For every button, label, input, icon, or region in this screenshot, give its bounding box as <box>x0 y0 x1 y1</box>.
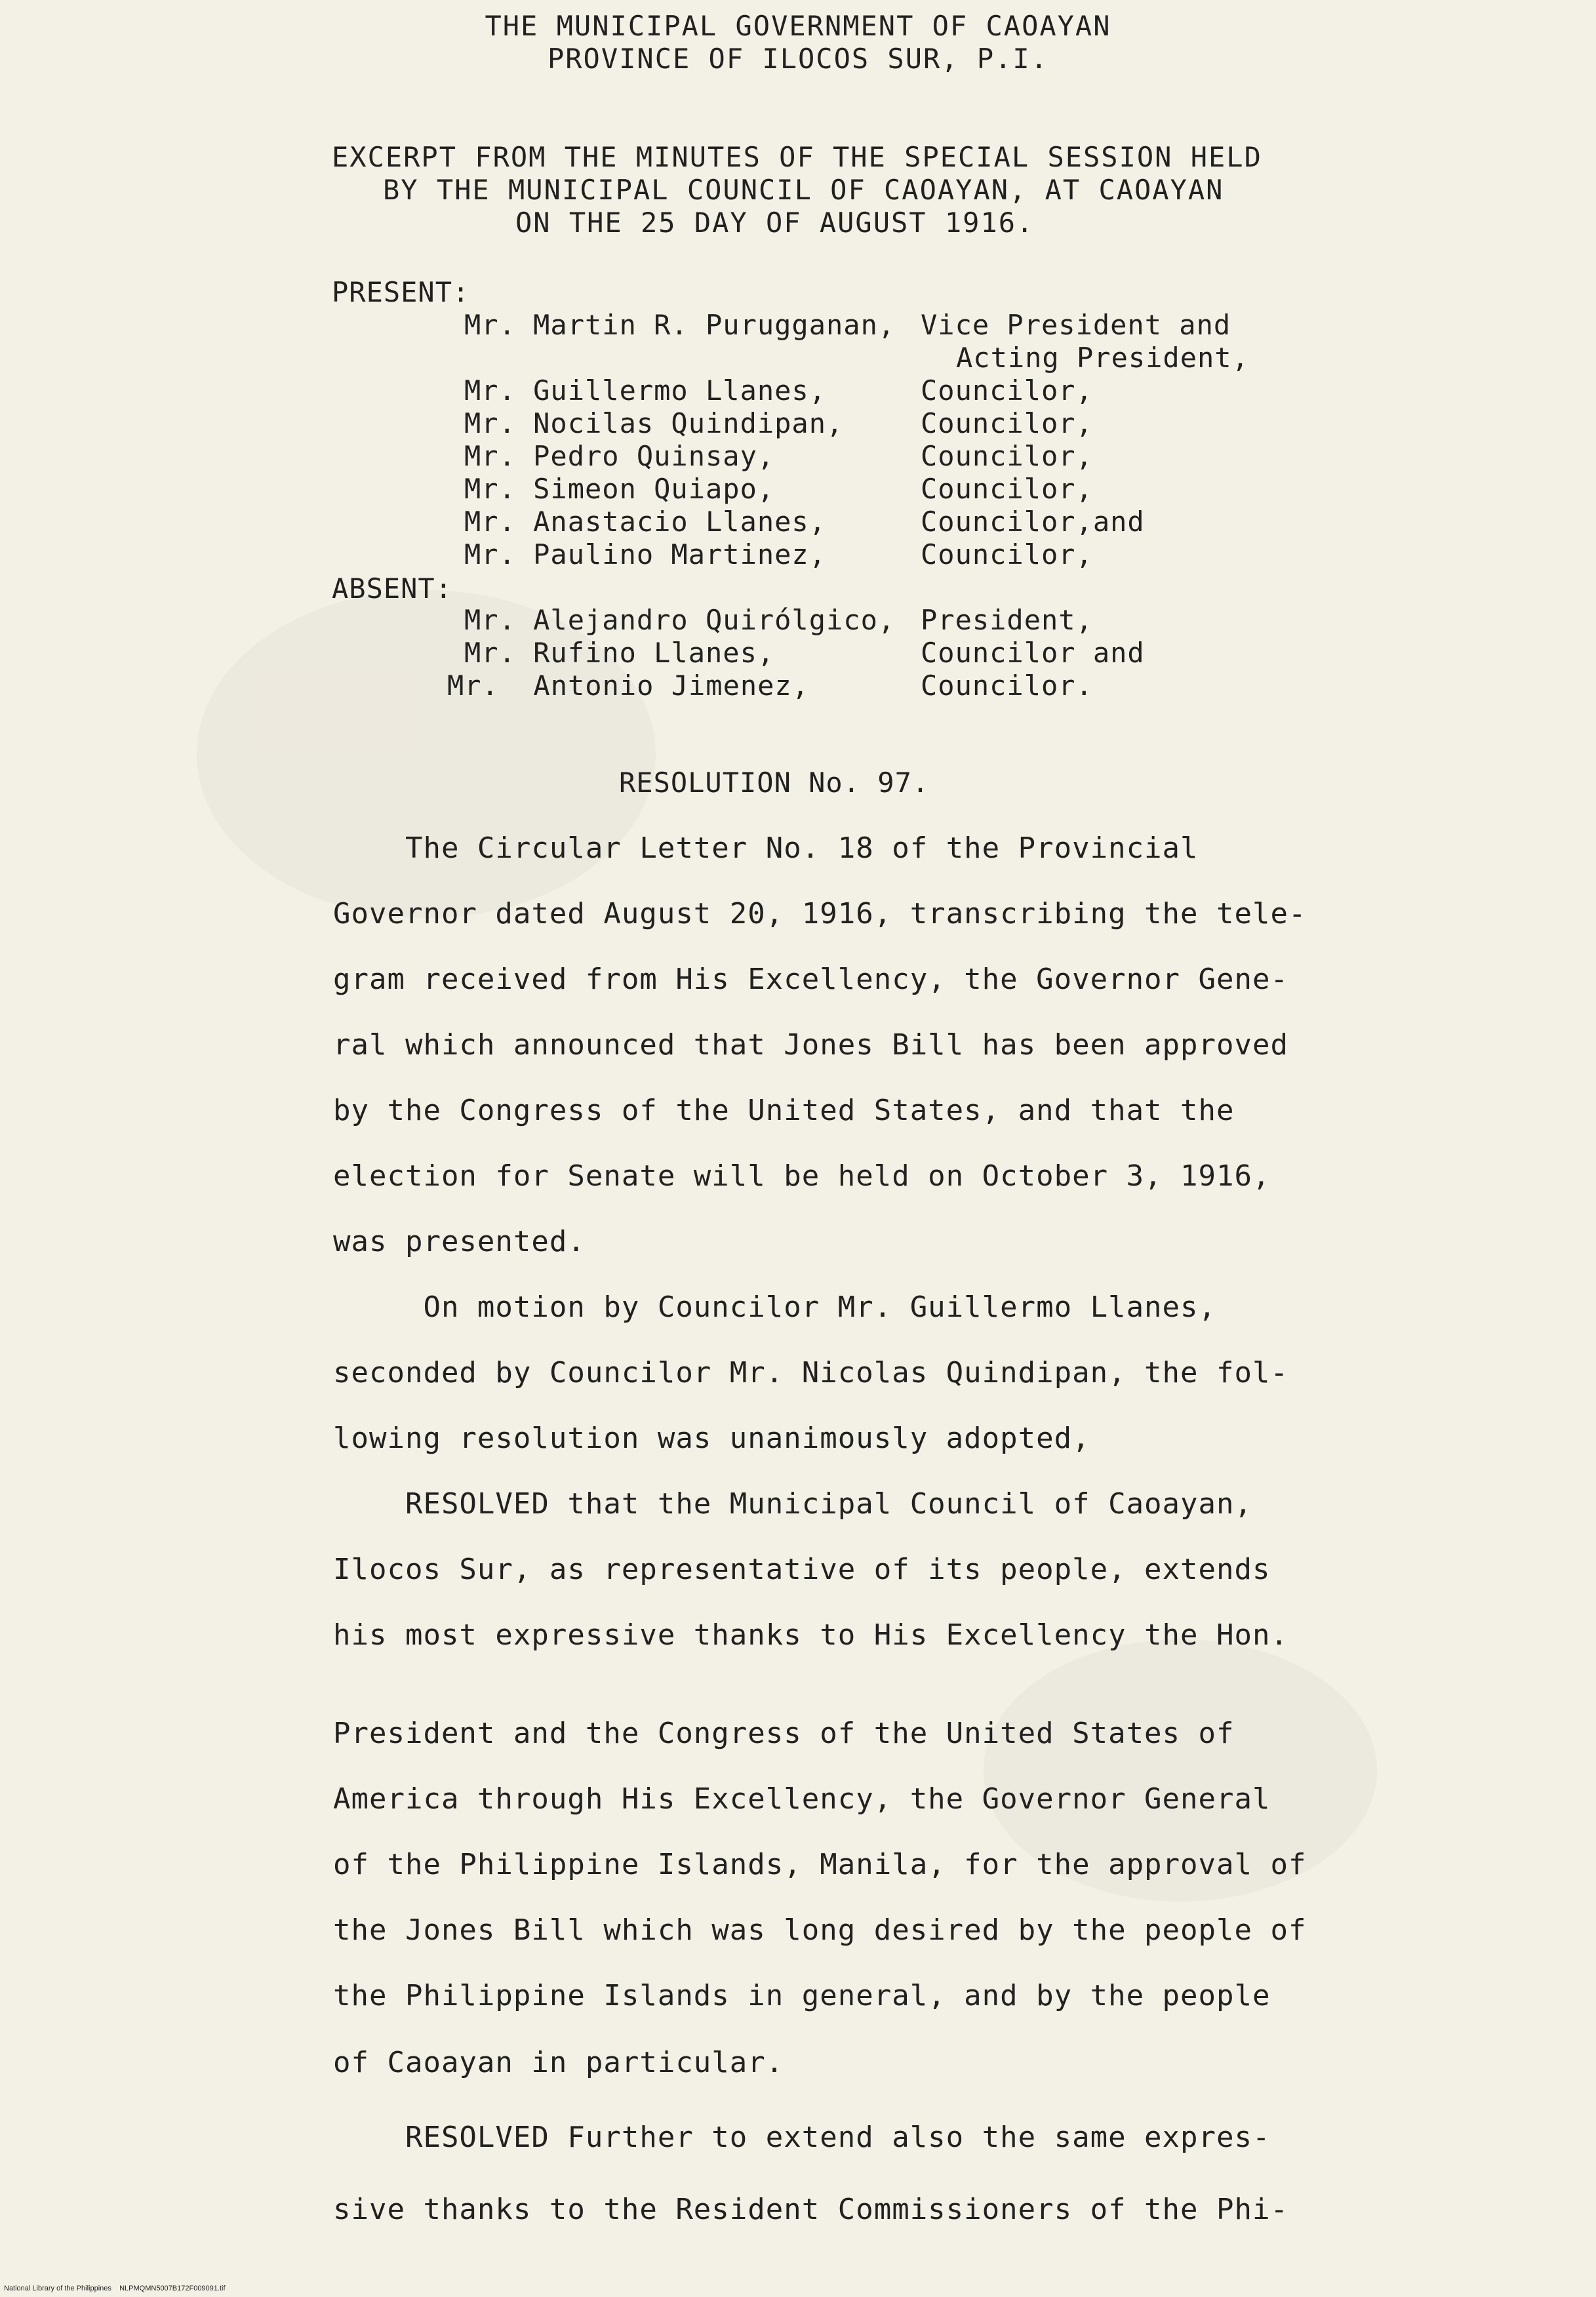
absent-member-name: Mr. Rufino Llanes, <box>464 637 775 669</box>
body-line: ral which announced that Jones Bill has been approved <box>333 1028 1288 1062</box>
body-line: President and the Congress of the United States of <box>333 1717 1235 1750</box>
excerpt-line-3: ON THE 25 DAY OF AUGUST 1916. <box>515 207 1035 239</box>
header-line-1: THE MUNICIPAL GOVERNMENT OF CAOAYAN <box>485 10 1111 42</box>
present-member-role: Councilor, <box>921 473 1093 505</box>
present-member-role: Councilor, <box>921 407 1093 439</box>
body-line: gram received from His Excellency, the Governor Gene- <box>333 963 1288 996</box>
scan-footer: National Library of the Philippines NLPMQMN5007B172F009091.tif <box>4 2285 226 2292</box>
excerpt-line-1: EXCERPT FROM THE MINUTES OF THE SPECIAL SESSION HELD <box>332 141 1262 173</box>
body-line: On motion by Councilor Mr. Guillermo Llanes, <box>333 1290 1217 1324</box>
body-line: sive thanks to the Resident Commissioners of the Phi- <box>333 2193 1288 2226</box>
present-member-role: Councilor,and <box>921 506 1145 538</box>
present-label: PRESENT: <box>332 276 470 308</box>
body-line: America through His Excellency, the Governor General <box>333 1782 1271 1816</box>
body-line: his most expressive thanks to His Excellency the Hon. <box>333 1618 1288 1652</box>
present-member-name: Mr. Paulino Martinez, <box>464 538 827 570</box>
absent-member-role: President, <box>921 604 1093 636</box>
body-line: RESOLVED that the Municipal Council of Caoayan, <box>333 1487 1253 1521</box>
body-line: lowing resolution was unanimously adopted, <box>333 1422 1090 1455</box>
absent-member-name: Mr. Alejandro Quirólgico, <box>464 604 896 636</box>
resolution-title: RESOLUTION No. 97. <box>619 767 930 799</box>
absent-label: ABSENT: <box>332 572 453 605</box>
present-member-name: Mr. Nocilas Quindipan, <box>464 407 844 439</box>
present-member-role: Councilor, <box>921 440 1093 472</box>
present-member-name: Mr. Simeon Quiapo, <box>464 473 775 505</box>
present-member-name: Mr. Pedro Quinsay, <box>464 440 775 472</box>
body-line: seconded by Councilor Mr. Nicolas Quindipan, the fol- <box>333 1356 1288 1389</box>
body-line: Governor dated August 20, 1916, transcribing the tele- <box>333 897 1307 930</box>
body-line: the Jones Bill which was long desired by the people of <box>333 1913 1307 1947</box>
body-line: The Circular Letter No. 18 of the Provincial <box>333 831 1199 865</box>
absent-member-name: Mr. Antonio Jimenez, <box>447 669 810 702</box>
header-line-2: PROVINCE OF ILOCOS SUR, P.I. <box>547 43 1048 75</box>
present-member-role: Councilor, <box>921 374 1093 407</box>
body-line: Ilocos Sur, as representative of its people, extends <box>333 1553 1271 1586</box>
present-member-role: Acting President, <box>956 342 1249 374</box>
present-member-role: Vice President and <box>921 309 1231 341</box>
body-line: by the Congress of the United States, and that the <box>333 1094 1235 1127</box>
body-line: election for Senate will be held on October 3, 1916, <box>333 1159 1271 1193</box>
body-line: RESOLVED Further to extend also the same expres- <box>333 2121 1271 2154</box>
present-member-name: Mr. Anastacio Llanes, <box>464 506 827 538</box>
present-member-name: Mr. Martin R. Purugganan, <box>464 309 896 341</box>
body-line: of the Philippine Islands, Manila, for the approval of <box>333 1848 1307 1881</box>
body-line: the Philippine Islands in general, and by the people <box>333 1979 1271 2012</box>
excerpt-line-2: BY THE MUNICIPAL COUNCIL OF CAOAYAN, AT CAOAYAN <box>383 174 1224 206</box>
present-member-name: Mr. Guillermo Llanes, <box>464 374 827 407</box>
absent-member-role: Councilor. <box>921 669 1093 702</box>
present-member-role: Councilor, <box>921 538 1093 570</box>
absent-member-role: Councilor and <box>921 637 1145 669</box>
body-line: was presented. <box>333 1225 586 1258</box>
body-line: of Caoayan in particular. <box>333 2046 784 2079</box>
